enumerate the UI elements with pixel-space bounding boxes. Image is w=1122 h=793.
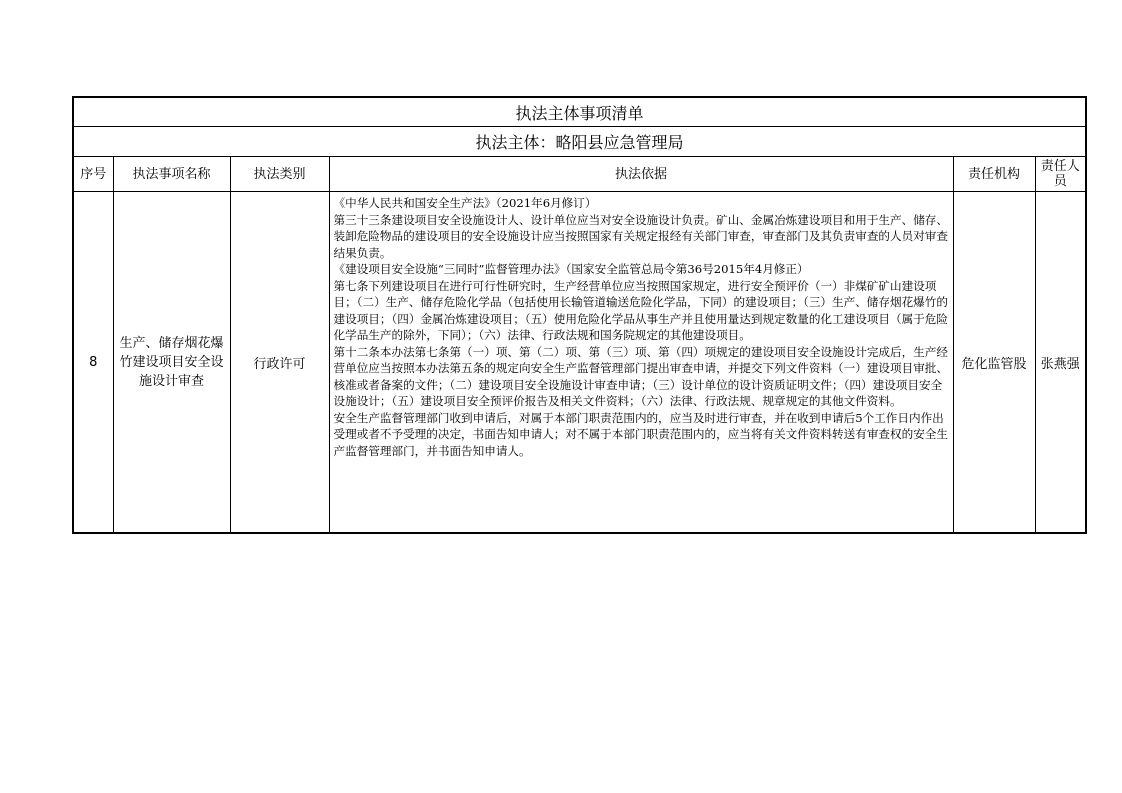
basis-line: 安全生产监督管理部门收到申请后，对属于本部门职责范围内的，应当及时进行审查，并在收到申请后5个工作日内作出受理或者不予受理的决定，书面告知申请人；对不属于本部门职责范围内的，应当将有关文件资料转送有审查权的安全生产监督管理部门，并书面告知申请人。 (333, 410, 948, 458)
document-sheet (72, 96, 1085, 534)
basis-line: 《建设项目安全设施“三同时”监督管理办法》（国家安全监管总局令第36号2015年4月修正） (333, 262, 809, 276)
basis-line: 第十二条本办法第七条第（一）项、第（二）项、第（三）项、第（四）项规定的建设项目安全设施设计完成后，生产经营单位应当按照本办法第五条的规定向安全生产监督管理部门提出审查申请，并提交下列文件资料（一）建设项目审批、核准或者备案的文件；（二）建设项目安全设施设计审查申请；（三）设计单位的设计资质证明文件；（四）建设项目安全设施设计；（五）建设项目安全预评价报告及相关文件资料；（六）法律、行政法规、规章规定的其他文件资料。 (333, 344, 948, 408)
basis-line: 《中华人民共和国安全生产法》（2021年6月修订） (333, 196, 597, 210)
table-title: 执法主体事项清单 (73, 97, 1086, 127)
cell-basis (329, 192, 953, 534)
header-person: 责任人员 (1035, 157, 1086, 192)
basis-line: 第七条下列建设项目在进行可行性研究时，生产经营单位应当按照国家规定，进行安全预评价（一）非煤矿矿山建设项目；（二）生产、储存危险化学品（包括使用长输管道输送危险化学品，下同）的建设项目；（三）生产、储存烟花爆竹的建设项目；（四）金属冶炼建设项目；（五）使用危险化学品从事生产并且使用量达到规定数量的化工建设项目（属于危险化学品生产的除外，下同）；（六）法律、行政法规和国务院规定的其他建设项目。 (333, 278, 948, 342)
header-index: 序号 (73, 157, 113, 192)
header-basis: 执法依据 (329, 157, 953, 192)
subject-line: 执法主体：略阳县应急管理局 (73, 127, 1086, 157)
basis-line: 第三十三条建设项目安全设施设计人、设计单位应当对安全设施设计负责。矿山、金属冶炼建设项目和用于生产、储存、装卸危险物品的建设项目的安全设施设计应当按照国家有关规定报经有关部门审查，审查部门及其负责审查的人员对审查结果负责。 (333, 212, 948, 260)
header-row (73, 157, 1086, 192)
enforcement-table (72, 96, 1087, 534)
cell-category: 行政许可 (230, 192, 329, 534)
cell-item-name: 生产、储存烟花爆竹建设项目安全设施设计审查 (113, 192, 230, 534)
cell-index: 8 (73, 192, 113, 534)
header-dept: 责任机构 (953, 157, 1035, 192)
header-category: 执法类别 (230, 157, 329, 192)
cell-dept: 危化监管股 (953, 192, 1035, 534)
cell-person: 张燕强 (1035, 192, 1086, 534)
table-row (73, 192, 1086, 534)
header-item-name: 执法事项名称 (113, 157, 230, 192)
